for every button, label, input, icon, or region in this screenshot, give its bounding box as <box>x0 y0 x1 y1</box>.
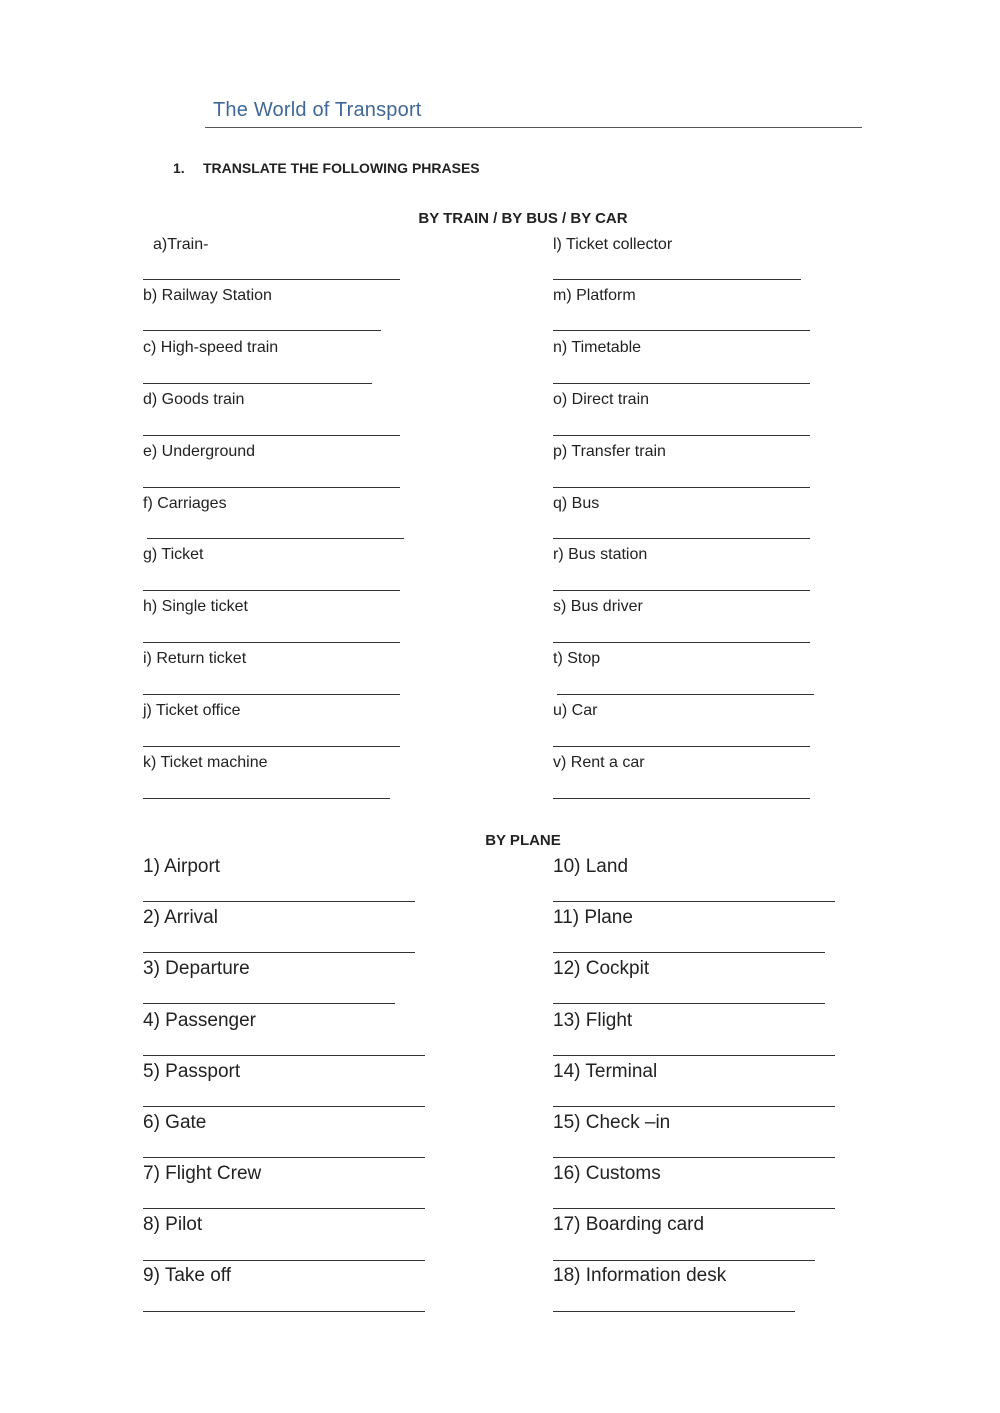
answer-line[interactable] <box>143 1003 395 1004</box>
vocab-item: 17) Boarding card <box>553 1214 705 1235</box>
answer-line[interactable] <box>143 435 400 436</box>
vocab-item: l) Ticket collector <box>553 236 673 253</box>
vocab-item: 15) Check –in <box>553 1112 671 1133</box>
answer-line[interactable] <box>553 1260 815 1261</box>
page-title: The World of Transport <box>213 99 422 121</box>
vocab-item: t) Stop <box>553 650 601 667</box>
vocab-item: h) Single ticket <box>143 598 248 615</box>
answer-line[interactable] <box>553 952 825 953</box>
answer-line[interactable] <box>143 746 400 747</box>
vocab-item: 18) Information desk <box>553 1265 727 1286</box>
answer-line[interactable] <box>553 1157 835 1158</box>
vocab-item: 10) Land <box>553 856 629 877</box>
vocab-item: 9) Take off <box>143 1265 232 1286</box>
answer-line[interactable] <box>143 1106 425 1107</box>
vocab-item: q) Bus <box>553 495 600 512</box>
vocab-item: 8) Pilot <box>143 1214 203 1235</box>
vocab-item: i) Return ticket <box>143 650 247 667</box>
answer-line[interactable] <box>553 383 810 384</box>
vocab-item: m) Platform <box>553 287 636 304</box>
vocab-item: 13) Flight <box>553 1010 633 1031</box>
exercise-heading <box>173 160 480 176</box>
answer-line[interactable] <box>143 1208 425 1209</box>
vocab-item: 11) Plane <box>553 907 633 928</box>
answer-line[interactable] <box>143 798 390 799</box>
exercise-number: 1. <box>173 160 185 176</box>
answer-line[interactable] <box>553 330 810 331</box>
vocab-item: c) High-speed train <box>143 339 279 356</box>
vocab-item: a)Train- <box>153 236 209 253</box>
section-heading-plane: BY PLANE <box>485 832 561 849</box>
answer-line[interactable] <box>553 435 810 436</box>
answer-line[interactable] <box>553 642 810 643</box>
answer-line[interactable] <box>147 538 404 539</box>
vocab-item: v) Rent a car <box>553 754 645 771</box>
answer-line[interactable] <box>143 279 400 280</box>
vocab-item: u) Car <box>553 702 598 719</box>
vocab-item: 6) Gate <box>143 1112 207 1133</box>
answer-line[interactable] <box>553 487 810 488</box>
vocab-item: r) Bus station <box>553 546 648 563</box>
answer-line[interactable] <box>143 383 372 384</box>
vocab-item: d) Goods train <box>143 391 245 408</box>
vocab-item: j) Ticket office <box>143 702 241 719</box>
vocab-item: 14) Terminal <box>553 1061 658 1082</box>
vocab-item: o) Direct train <box>553 391 650 408</box>
answer-line[interactable] <box>143 694 400 695</box>
answer-line[interactable] <box>143 1311 425 1312</box>
vocab-item: s) Bus driver <box>553 598 643 615</box>
section-heading-train-bus-car: BY TRAIN / BY BUS / BY CAR <box>418 210 628 227</box>
answer-line[interactable] <box>553 901 835 902</box>
answer-line[interactable] <box>553 1055 835 1056</box>
answer-line[interactable] <box>553 798 810 799</box>
vocab-item: p) Transfer train <box>553 443 666 460</box>
vocab-item: 4) Passenger <box>143 1010 257 1031</box>
answer-line[interactable] <box>143 330 381 331</box>
title-underline <box>205 127 862 128</box>
answer-line[interactable] <box>143 590 400 591</box>
answer-line[interactable] <box>553 279 801 280</box>
answer-line[interactable] <box>553 538 810 539</box>
answer-line[interactable] <box>553 1311 795 1312</box>
vocab-item: 12) Cockpit <box>553 958 650 979</box>
answer-line[interactable] <box>143 901 415 902</box>
answer-line[interactable] <box>553 746 810 747</box>
answer-line[interactable] <box>143 1055 425 1056</box>
vocab-item: 16) Customs <box>553 1163 661 1184</box>
answer-line[interactable] <box>553 1106 835 1107</box>
answer-line[interactable] <box>143 1157 425 1158</box>
answer-line[interactable] <box>143 642 400 643</box>
vocab-item: 7) Flight Crew <box>143 1163 262 1184</box>
vocab-item: k) Ticket machine <box>143 754 268 771</box>
answer-line[interactable] <box>143 1260 425 1261</box>
vocab-item: n) Timetable <box>553 339 642 356</box>
answer-line[interactable] <box>553 1208 835 1209</box>
vocab-item: e) Underground <box>143 443 256 460</box>
answer-line[interactable] <box>553 590 810 591</box>
vocab-item: g) Ticket <box>143 546 204 563</box>
answer-line[interactable] <box>143 487 400 488</box>
vocab-item: f) Carriages <box>143 495 227 512</box>
vocab-item: 1) Airport <box>143 856 221 877</box>
vocab-item: 5) Passport <box>143 1061 241 1082</box>
answer-line[interactable] <box>143 952 415 953</box>
vocab-item: 2) Arrival <box>143 907 218 928</box>
exercise-instruction: TRANSLATE THE FOLLOWING PHRASES <box>203 160 480 176</box>
answer-line[interactable] <box>557 694 814 695</box>
answer-line[interactable] <box>553 1003 825 1004</box>
vocab-item: 3) Departure <box>143 958 250 979</box>
vocab-item: b) Railway Station <box>143 287 272 304</box>
